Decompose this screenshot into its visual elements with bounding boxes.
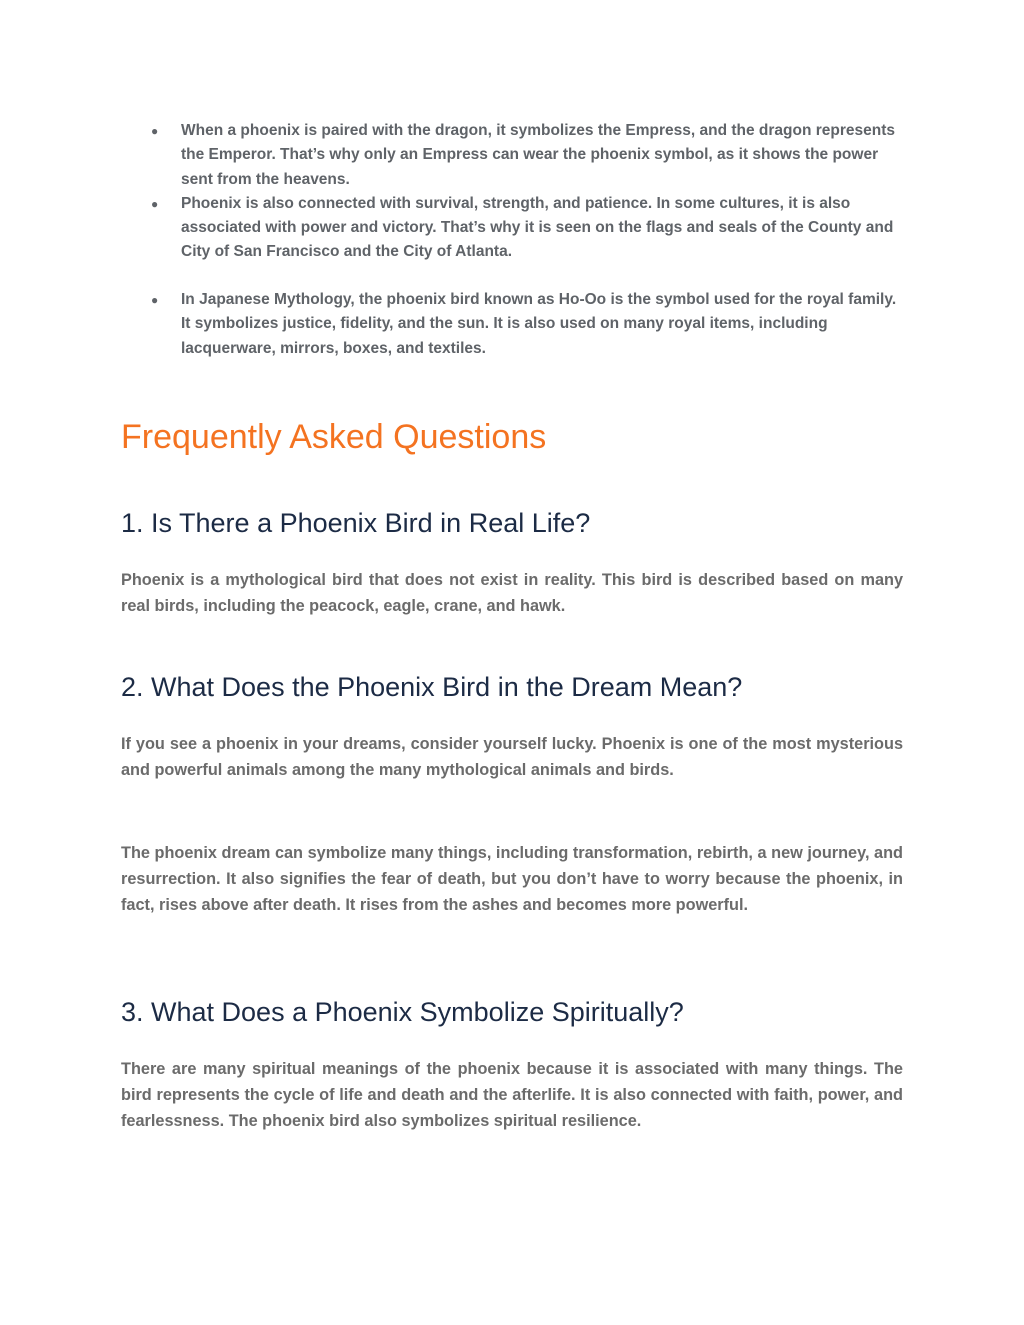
answer-paragraph: If you see a phoenix in your dreams, consider yourself lucky. Phoenix is one of the most mysterious and powerful animals among the many mythological animals and birds. bbox=[121, 735, 903, 780]
answer-paragraph: Phoenix is a mythological bird that does not exist in reality. This bird is described based on many real birds, including the peacock, eagle, crane, and hawk. bbox=[121, 571, 903, 616]
bullet-dot-icon: ● bbox=[151, 124, 159, 138]
answer-paragraph: The phoenix dream can symbolize many things, including transformation, rebirth, a new journey, and resurrection. It also signifies the fear of death, but you don’t have to worry because the phoenix, in fact, rises above after death. It rises from the ashes and becomes more powerful. bbox=[121, 844, 903, 915]
answer-paragraph: There are many spiritual meanings of the phoenix because it is associated with many things. The bird represents the cycle of life and death and the afterlife. It is also connected with faith, power, and fearlessness. The phoenix bird also symbolizes spiritual resilience. bbox=[121, 1060, 903, 1131]
bullet-text: When a phoenix is paired with the dragon, it symbolizes the Empress, and the dragon represents the Emperor. That’s why only an Empress can wear the phoenix symbol, as it shows the power sent from the heavens. bbox=[181, 122, 895, 188]
question-heading: 2. What Does the Phoenix Bird in the Dream Mean? bbox=[121, 672, 743, 702]
bullet-dot-icon: ● bbox=[151, 196, 159, 211]
bullet-list-lower bbox=[0, 288, 1024, 361]
bullet-dot-icon: ● bbox=[151, 293, 159, 307]
question-heading: 1. Is There a Phoenix Bird in Real Life? bbox=[121, 508, 591, 538]
bullet-item bbox=[0, 119, 904, 192]
question-heading: 3. What Does a Phoenix Symbolize Spiritually? bbox=[121, 997, 684, 1027]
bullet-text: In Japanese Mythology, the phoenix bird known as Ho-Oo is the symbol used for the royal family. It symbolizes justice, fidelity, and the sun. It is also used on many royal items, including lacquerware, mirrors, boxes, and textiles. bbox=[181, 291, 897, 357]
faq-title: Frequently Asked Questions bbox=[121, 418, 547, 456]
bullet-list-upper bbox=[0, 119, 1024, 265]
bullet-text: Phoenix is also connected with survival, strength, and patience. In some cultures, it is also associated with power and victory. That’s why it is seen on the flags and seals of the County and City of San Francisco and the City of Atlanta. bbox=[181, 194, 894, 261]
bullet-item bbox=[0, 288, 904, 361]
bullet-item bbox=[0, 192, 904, 265]
